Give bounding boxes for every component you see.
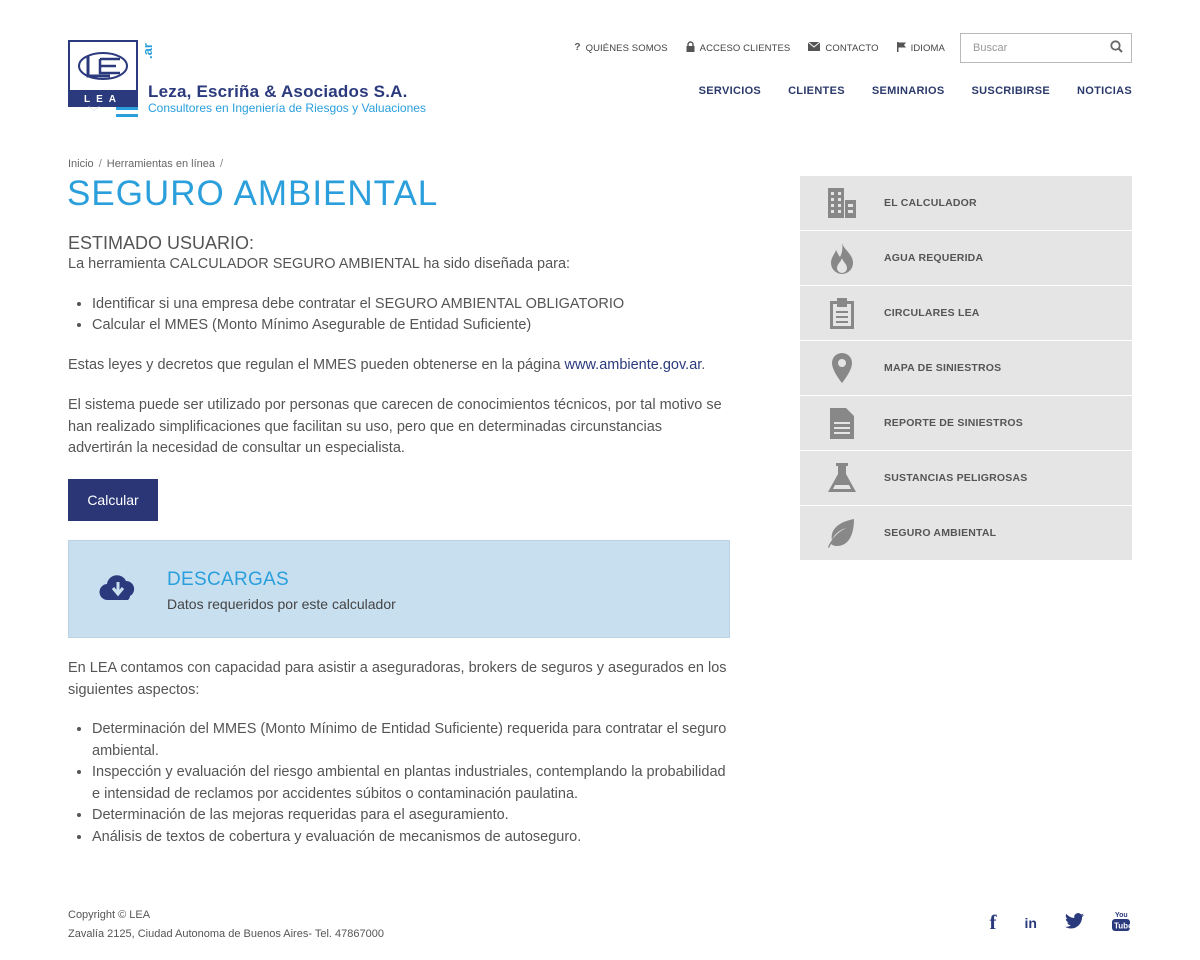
nav-seminarios[interactable]: SEMINARIOS	[871, 85, 945, 97]
logo-band-text: LEA	[68, 92, 138, 107]
twitter-icon[interactable]	[1065, 913, 1084, 932]
greeting-heading: ESTIMADO USUARIO:	[68, 233, 255, 253]
fire-icon	[800, 241, 884, 275]
top-link-label: IDIOMA	[910, 42, 945, 54]
sidebar-item-agua-requerida[interactable]	[800, 231, 1132, 286]
flask-icon	[800, 461, 884, 495]
flag-icon	[897, 42, 906, 55]
logo-domain-suffix: .ar	[140, 43, 155, 59]
list-item: • Calcular el MMES (Monto Mínimo Asegurable de Entidad Suficiente)	[92, 315, 730, 337]
sidebar-item-label: SEGURO AMBIENTAL	[884, 527, 997, 539]
sidebar-item-circulares-lea[interactable]	[800, 286, 1132, 341]
top-bar	[556, 33, 1132, 63]
search-icon[interactable]	[1110, 40, 1123, 56]
cloud-download-icon	[99, 572, 137, 604]
logo[interactable]	[68, 33, 448, 119]
sidebar-item-el-calculador[interactable]	[800, 176, 1132, 231]
services-content	[68, 658, 730, 848]
nav-clientes[interactable]: CLIENTES	[788, 85, 845, 97]
sidebar-item-label: SUSTANCIAS PELIGROSAS	[884, 472, 1028, 484]
svg-text:Tube: Tube	[1114, 921, 1133, 931]
top-link-acceso-clientes[interactable]	[686, 42, 791, 55]
list-item: • Identificar si una empresa debe contratar el SEGURO AMBIENTAL OBLIGATORIO	[92, 294, 730, 316]
address-text: Zavalía 2125, Ciudad Autonoma de Buenos Aires- Tel. 47867000	[68, 928, 384, 940]
copyright-text: Copyright © LEA	[68, 909, 151, 921]
calcular-button[interactable]: Calcular	[68, 479, 158, 521]
linkedin-icon[interactable]: in	[1024, 914, 1037, 931]
facebook-icon[interactable]: f	[989, 910, 997, 934]
laws-paragraph: Estas leyes y decretos que regulan el MMES pueden obtenerse en la página www.ambiente.gov.ar.	[68, 356, 706, 373]
top-link-quienes-somos[interactable]	[574, 43, 667, 54]
search-input[interactable]	[973, 42, 1110, 54]
leaf-icon	[800, 516, 884, 550]
page-title: SEGURO AMBIENTAL	[67, 174, 439, 213]
youtube-icon[interactable]	[1112, 910, 1133, 935]
top-link-contacto[interactable]	[808, 42, 878, 54]
list-item: • Análisis de textos de cobertura y evaluación de mecanismos de autoseguro.	[92, 827, 730, 849]
purpose-list	[92, 294, 730, 337]
top-link-label: QUIÉNES SOMOS	[585, 42, 668, 54]
sidebar-item-reporte-de-siniestros[interactable]	[800, 396, 1132, 451]
breadcrumb-herramientas[interactable]: Herramientas en línea	[106, 158, 215, 170]
services-intro: En LEA contamos con capacidad para asistir a aseguradoras, brokers de seguros y asegurados en los siguientes aspectos:	[68, 660, 727, 698]
social-links	[962, 910, 1133, 935]
top-link-idioma[interactable]	[897, 42, 945, 55]
logo-emblem	[68, 40, 138, 92]
system-paragraph: El sistema puede ser utilizado por personas que carecen de conocimientos técnicos, por tal motivo se han realizado simplificaciones que facilitan su uso, pero que en determinadas circunstancias advertirán la necesidad de consultar un especialista.	[68, 397, 722, 456]
ambiente-link[interactable]: www.ambiente.gov.ar	[564, 356, 702, 373]
nav-servicios[interactable]: SERVICIOS	[698, 85, 762, 97]
logo-stripes	[116, 107, 138, 117]
nav-suscribirse[interactable]: SUSCRIBIRSE	[971, 85, 1051, 97]
intro-text: La herramienta CALCULADOR SEGURO AMBIENTAL ha sido diseñada para:	[68, 256, 571, 272]
breadcrumb-inicio[interactable]: Inicio	[68, 158, 94, 170]
lock-icon	[686, 42, 695, 55]
top-link-label: CONTACTO	[825, 42, 879, 54]
services-list	[92, 719, 730, 848]
list-item: • Inspección y evaluación del riesgo ambiental en plantas industriales, contemplando la probabilidad e intensidad de reclamos por accidentes súbitos o contaminación paulatina.	[92, 762, 730, 805]
svg-text:You: You	[1115, 912, 1128, 919]
sidebar-item-label: EL CALCULADOR	[884, 197, 977, 209]
nav-noticias[interactable]: NOTICIAS	[1077, 85, 1132, 97]
list-item: • Determinación del MMES (Monto Mínimo de Entidad Suficiente) requerida para contratar el seguro ambiental.	[92, 719, 730, 762]
company-name: Leza, Escriña & Asociados S.A.	[148, 82, 408, 101]
sidebar-item-label: MAPA DE SINIESTROS	[884, 362, 1002, 374]
main-content	[68, 232, 730, 521]
sidebar-item-seguro-ambiental[interactable]	[800, 506, 1132, 560]
breadcrumb: Inicio / Herramientas en línea /	[68, 158, 224, 170]
download-subtitle: Datos requeridos por este calculador	[167, 596, 396, 612]
map-marker-icon	[800, 351, 884, 385]
main-nav	[672, 85, 1132, 97]
tools-sidebar	[800, 176, 1132, 560]
company-tagline: Consultores en Ingeniería de Riesgos y Valuaciones	[148, 101, 426, 115]
envelope-icon	[808, 42, 820, 54]
building-icon	[800, 186, 884, 220]
list-item: • Determinación de las mejoras requeridas para el aseguramiento.	[92, 805, 730, 827]
chevron-down-icon: ﹀	[88, 105, 101, 119]
question-icon: ?	[574, 42, 581, 53]
search-box	[960, 33, 1132, 63]
sidebar-item-label: REPORTE DE SINIESTROS	[884, 417, 1023, 429]
top-link-label: ACCESO CLIENTES	[699, 42, 791, 54]
clipboard-icon	[800, 296, 884, 330]
sidebar-item-label: CIRCULARES LEA	[884, 307, 980, 319]
sidebar-item-mapa-de-siniestros[interactable]	[800, 341, 1132, 396]
sidebar-item-sustancias-peligrosas[interactable]	[800, 451, 1132, 506]
document-icon	[800, 406, 884, 440]
download-title: DESCARGAS	[167, 569, 290, 590]
footer	[68, 906, 384, 944]
sidebar-item-label: AGUA REQUERIDA	[884, 252, 984, 264]
download-panel[interactable]	[68, 540, 730, 638]
